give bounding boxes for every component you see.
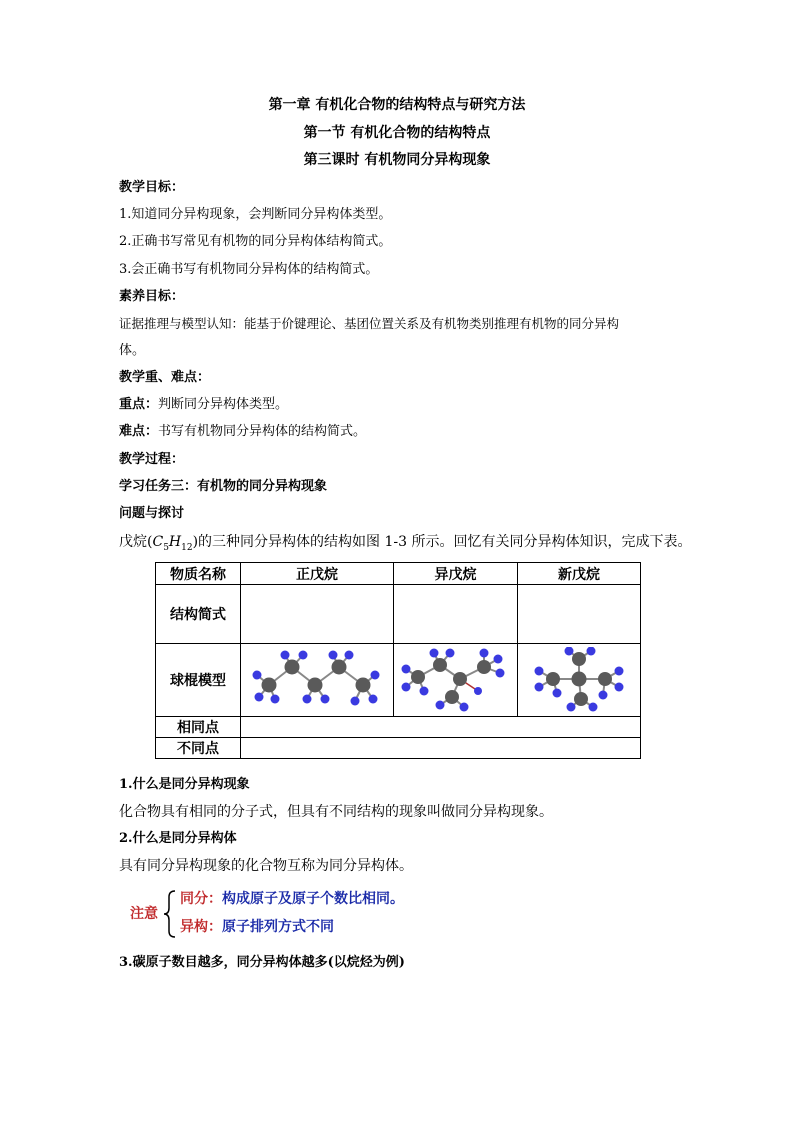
row-label-same: 相同点	[156, 717, 241, 738]
cell-formula-3[interactable]	[518, 585, 641, 644]
key-point-label: 重点：	[119, 397, 159, 412]
row-label-formula: 结构简式	[156, 585, 241, 644]
table-row-diff	[156, 738, 641, 759]
objective-item-3: 3.会正确书写有机物同分异构体的结构简式。	[119, 262, 379, 277]
key-point-text: 判断同分异构体类型。	[158, 397, 289, 412]
keypoints-heading: 教学重、难点：	[119, 370, 211, 385]
note-line2-label: 异构：	[180, 919, 222, 935]
cell-formula-1[interactable]	[241, 585, 394, 644]
q1-title: 1.什么是同分异构现象	[119, 777, 250, 792]
note-line-1	[180, 890, 404, 908]
table-header-row	[156, 563, 641, 585]
table-row-same	[156, 717, 641, 738]
formula-h-sub: 12	[181, 542, 193, 553]
q1-text: 化合物具有相同的分子式，但具有不同结构的现象叫做同分异构现象。	[119, 804, 553, 820]
intro-pre: 戊烷(	[119, 534, 153, 550]
cell-same[interactable]	[241, 717, 641, 738]
intro-paragraph	[119, 533, 692, 557]
chapter-title: 第一章 有机化合物的结构特点与研究方法	[268, 97, 526, 113]
row-label-model: 球棍模型	[156, 644, 241, 717]
table-header-neopentane: 新戊烷	[518, 563, 641, 585]
note-label: 注意	[130, 906, 158, 922]
formula-c: C	[152, 534, 164, 550]
question-heading: 问题与探讨	[119, 506, 185, 521]
q2-text: 具有同分异构现象的化合物互称为同分异构体。	[119, 858, 413, 874]
q3-title: 3.碳原子数目越多，同分异构体越多(以烷烃为例)	[119, 955, 405, 970]
objectives-heading: 教学目标：	[119, 180, 185, 195]
intro-post: )的三种同分异构体的结构如图 1-3 所示。回忆有关同分异构体知识，完成下表。	[192, 534, 692, 550]
table-header-isopentane: 异戊烷	[394, 563, 518, 585]
isopentane-ball-stick-image	[398, 647, 514, 713]
cell-model-n-pentane	[241, 644, 394, 717]
hard-point	[119, 423, 366, 441]
literacy-text-line2: 体。	[119, 343, 146, 358]
table-row-model	[156, 644, 641, 717]
hard-point-label: 难点：	[119, 424, 159, 439]
row-label-diff: 不同点	[156, 738, 241, 759]
lesson-title: 第三课时 有机物同分异构现象	[303, 152, 491, 168]
formula-c-sub: 5	[163, 542, 169, 553]
process-heading: 教学过程：	[119, 452, 185, 467]
cell-model-neopentane	[518, 644, 641, 717]
table-row-formula	[156, 585, 641, 644]
note-line1-label: 同分：	[180, 891, 222, 907]
q2-title: 2.什么是同分异构体	[119, 831, 237, 846]
hard-point-text: 书写有机物同分异构体的结构简式。	[158, 424, 367, 439]
note-line-2	[180, 918, 334, 936]
neopentane-ball-stick-image	[523, 647, 635, 713]
cell-formula-2[interactable]	[394, 585, 518, 644]
note-line1-text: 构成原子及原子个数比相同。	[222, 891, 404, 907]
n-pentane-ball-stick-image	[247, 647, 387, 713]
learning-task: 学习任务三：有机物的同分异构现象	[119, 479, 328, 494]
objective-item-1: 1.知道同分异构现象，会判断同分异构体类型。	[119, 207, 392, 222]
table-header-n-pentane: 正戊烷	[241, 563, 394, 585]
note-line2-text: 原子排列方式不同	[222, 919, 334, 935]
key-point	[119, 396, 288, 414]
brace-icon	[163, 889, 177, 939]
literacy-text-line1: 证据推理与模型认知：能基于价键理论、基团位置关系及有机物类别推理有机物的同分异构	[119, 316, 620, 331]
formula-h: H	[168, 534, 182, 550]
objective-item-2: 2.正确书写常见有机物的同分异构体结构简式。	[119, 234, 392, 249]
table-header-name: 物质名称	[156, 563, 241, 585]
cell-model-isopentane	[394, 644, 518, 717]
section-title: 第一节 有机化合物的结构特点	[303, 125, 491, 141]
isomer-table	[155, 562, 641, 759]
cell-diff[interactable]	[241, 738, 641, 759]
literacy-heading: 素养目标：	[119, 289, 185, 304]
